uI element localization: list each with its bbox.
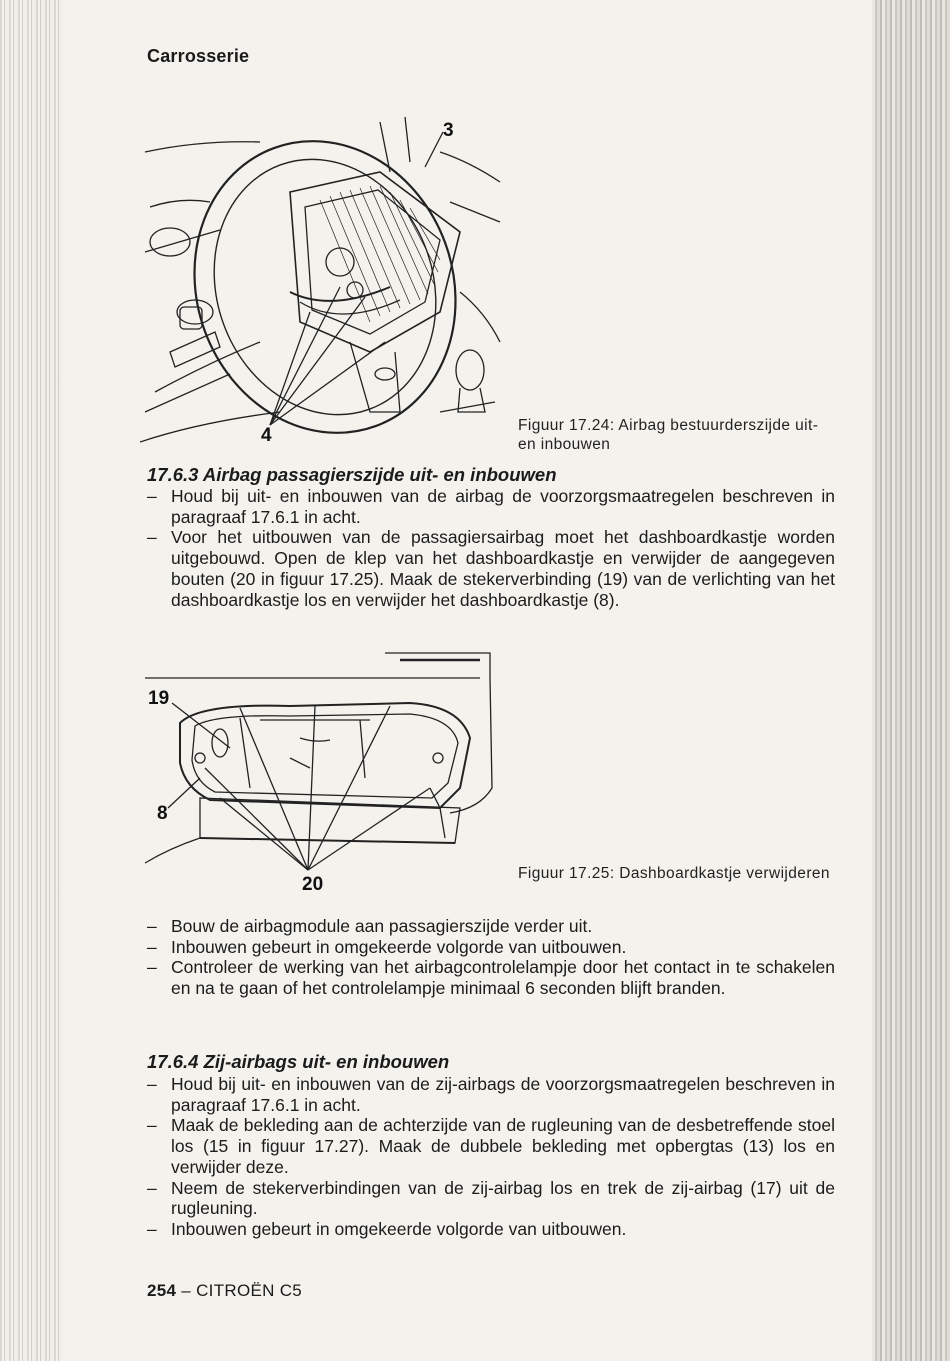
figure-glovebox bbox=[140, 648, 510, 898]
dash-marker: – bbox=[147, 916, 157, 936]
list-item: – Inbouwen gebeurt in omgekeerde volgorde van uitbouwen. bbox=[147, 1218, 627, 1239]
steering-wheel-illustration bbox=[140, 112, 510, 452]
page-number: 254 bbox=[147, 1281, 177, 1300]
callout-4: 4 bbox=[261, 425, 272, 446]
callout-19: 19 bbox=[148, 688, 170, 709]
dash-marker: – bbox=[147, 1177, 157, 1198]
list-item: – Neem de stekerverbindingen van de zij-airbag los en trek de zij-airbag (17) uit de rugleuning. bbox=[147, 1177, 835, 1219]
callout-3: 3 bbox=[443, 120, 454, 141]
section-title-17-6-4: 17.6.4 Zij-airbags uit- en inbouwen bbox=[147, 1051, 450, 1072]
list-item: – Maak de bekleding aan de achterzijde van de rugleuning van de desbetreffende stoel los (15 in figuur 17.27). Maak de dubbele bekleding met opbergtas (13) los en verwijder deze. bbox=[147, 1115, 835, 1177]
callout-20: 20 bbox=[302, 874, 324, 895]
list-item: – Voor het uitbouwen van de passagiersairbag moet het dashboardkastje worden uitgebouwd. Open de klep van het dashboardkastje en verwijder de aangegeven bouten (20 in figuur 17.25). Maak de stekerverbinding (19) van de verlichting van het dashboardkastje los en verwijder het dashboardkastje (8). bbox=[147, 527, 835, 610]
section-title-17-6-3: 17.6.3 Airbag passagierszijde uit- en inbouwen bbox=[147, 464, 557, 485]
dash-marker: – bbox=[147, 486, 157, 506]
glovebox-illustration bbox=[140, 648, 510, 898]
callout-8: 8 bbox=[157, 803, 168, 824]
dash-marker: – bbox=[147, 957, 157, 978]
list-item: – Houd bij uit- en inbouwen van de zij-airbags de voorzorgsmaatregelen beschreven in paragraaf 17.6.1 in acht. bbox=[147, 1074, 835, 1115]
dash-marker: – bbox=[147, 1218, 157, 1239]
dash-marker: – bbox=[147, 1074, 157, 1094]
figure-driver-airbag bbox=[140, 112, 510, 452]
list-item: – Bouw de airbagmodule aan passagierszijde verder uit. bbox=[147, 916, 593, 936]
page-footer bbox=[147, 1281, 302, 1301]
dash-marker: – bbox=[147, 527, 157, 548]
footer-title: CITROËN C5 bbox=[196, 1281, 303, 1300]
dash-marker: – bbox=[147, 936, 157, 957]
list-item: – Inbouwen gebeurt in omgekeerde volgorde van uitbouwen. bbox=[147, 936, 627, 957]
figure-caption-17-25: Figuur 17.25: Dashboardkastje verwijderen bbox=[518, 865, 830, 882]
list-item: – Controleer de werking van het airbagcontrolelampje door het contact in te schakelen en na te gaan of het controlelampje minimaal 6 seconden blijft branden. bbox=[147, 957, 835, 999]
footer-separator: – bbox=[181, 1281, 192, 1300]
bullet-list-17-6-3-continued bbox=[147, 916, 835, 999]
running-head: Carrosserie bbox=[147, 46, 250, 66]
figure-caption-17-24: Figuur 17.24: Airbag bestuurderszijde uit- en inbouwen bbox=[518, 417, 819, 453]
bullet-list-17-6-4 bbox=[147, 1074, 835, 1240]
list-item: – Houd bij uit- en inbouwen van de airbag de voorzorgsmaatregelen beschreven in paragraaf 17.6.1 in acht. bbox=[147, 486, 835, 527]
bullet-list-17-6-3 bbox=[147, 486, 835, 610]
dash-marker: – bbox=[147, 1115, 157, 1136]
